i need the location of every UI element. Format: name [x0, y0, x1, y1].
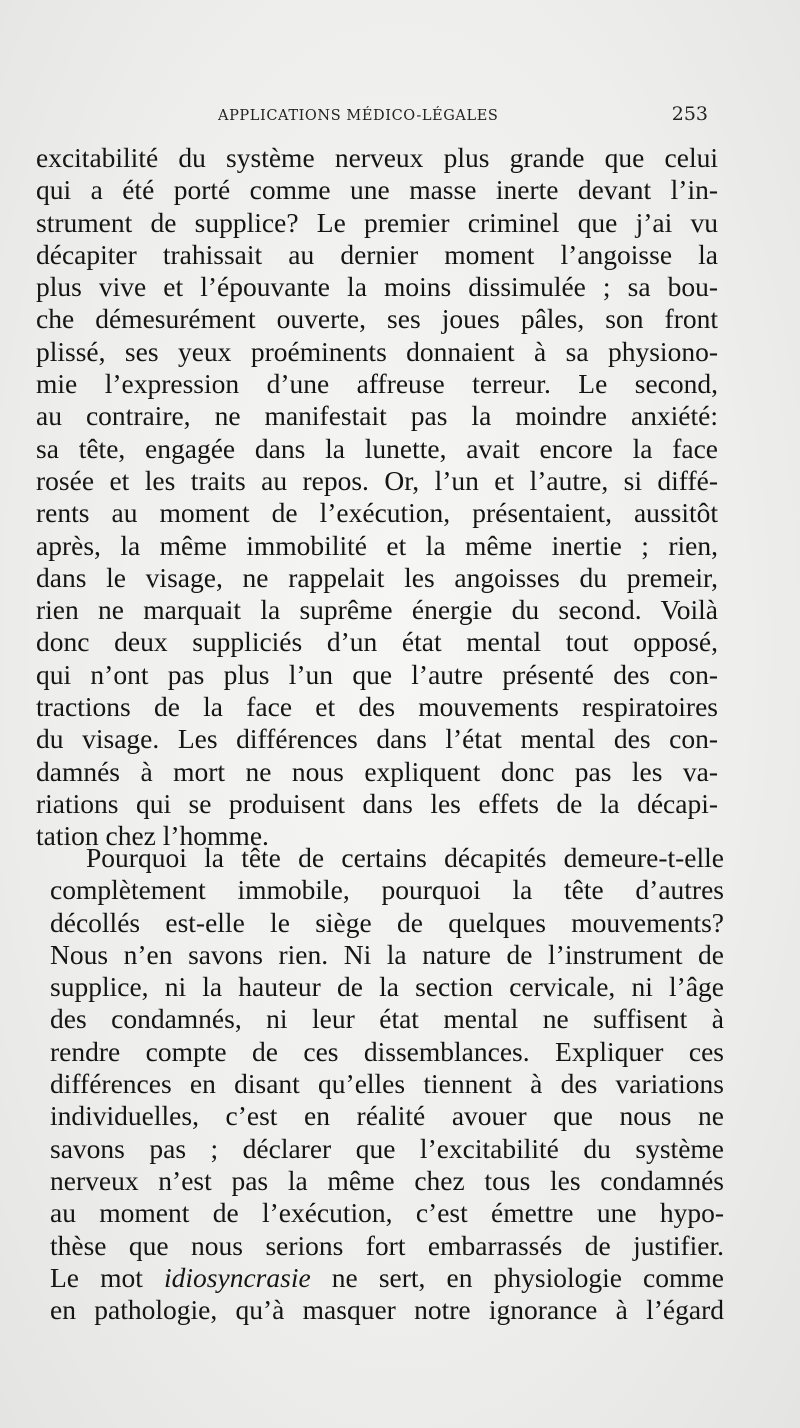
text-line: après, la même immobilité et la même inertie ; rien,	[36, 529, 718, 561]
text-line: thèse que nous serions fort embarrassés de justifier.	[50, 1229, 724, 1261]
text-line: en pathologie, qu’à masquer notre ignorance à l’égard	[50, 1294, 724, 1326]
page-number: 253	[671, 103, 708, 125]
text-line: dans le visage, ne rappelait les angoisses du premeir,	[36, 561, 718, 593]
text-line: au contraire, ne manifestait pas la moindre anxiété:	[36, 400, 718, 432]
text-line: des condamnés, ni leur état mental ne suffisent à	[50, 1003, 724, 1035]
running-head-title: APPLICATIONS MÉDICO-LÉGALES	[218, 108, 499, 124]
text-line: décollés est-elle le siège de quelques mouvements?	[50, 906, 724, 938]
text-line: sa tête, engagée dans la lunette, avait encore la face	[36, 432, 718, 464]
text-line: différences en disant qu’elles tiennent à des variations	[50, 1068, 724, 1100]
text-line: du visage. Les différences dans l’état mental des con-	[36, 723, 718, 755]
text-line: individuelles, c’est en réalité avouer que nous ne	[50, 1100, 724, 1132]
text-line: excitabilité du système nerveux plus grande que celui	[36, 142, 718, 173]
paragraph-2	[50, 842, 724, 1326]
text-segment: Le mot	[50, 1261, 165, 1293]
text-line: tractions de la face et des mouvements respiratoires	[36, 691, 718, 723]
italic-term: idiosyncrasie	[164, 1261, 311, 1293]
text-line: Pourquoi la tête de certains décapités demeure-t-elle	[86, 842, 724, 873]
text-line: riations qui se produisent dans les effets de la décapi-	[36, 787, 718, 819]
text-line: complètement immobile, pourquoi la tête d’autres	[50, 874, 724, 906]
text-line: au moment de l’exécution, c’est émettre une hypo-	[50, 1197, 724, 1229]
text-line: décapiter trahissait au dernier moment l’angoisse la	[36, 238, 718, 270]
text-line: rien ne marquait la suprême énergie du second. Voilà	[36, 594, 718, 626]
text-line-with-italic	[50, 1262, 724, 1294]
text-segment: ne sert, en physiologie comme	[310, 1261, 724, 1293]
text-line: damnés à mort ne nous expliquent donc pas les va-	[36, 755, 718, 787]
text-line: strument de supplice? Le premier criminel que j’ai vu	[36, 206, 718, 238]
text-line: nerveux n’est pas la même chez tous les condamnés	[50, 1164, 724, 1196]
text-line: mie l’expression d’une affreuse terreur. Le second,	[36, 368, 718, 400]
text-line: Nous n’en savons rien. Ni la nature de l’instrument de	[50, 938, 724, 970]
text-line: che démesurément ouverte, ses joues pâles, son front	[36, 303, 718, 335]
text-line: supplice, ni la hauteur de la section cervicale, ni l’âge	[50, 971, 724, 1003]
text-line: rosée et les traits au repos. Or, l’un et l’autre, si diffé-	[36, 464, 718, 496]
running-head	[218, 103, 708, 127]
text-line: tation chez l’homme.	[36, 820, 269, 852]
paragraph-1	[36, 142, 718, 853]
text-line: rents au moment de l’exécution, présentaient, aussitôt	[36, 497, 718, 529]
text-line: qui n’ont pas plus l’un que l’autre présenté des con-	[36, 658, 718, 690]
text-line: qui a été porté comme une masse inerte devant l’in-	[36, 174, 718, 206]
text-line: plissé, ses yeux proéminents donnaient à sa physiono-	[36, 335, 718, 367]
text-line: rendre compte de ces dissemblances. Expliquer ces	[50, 1035, 724, 1067]
text-line: savons pas ; déclarer que l’excitabilité du système	[50, 1132, 724, 1164]
text-line: plus vive et l’épouvante la moins dissimulée ; sa bou-	[36, 271, 718, 303]
text-line: donc deux suppliciés d’un état mental tout opposé,	[36, 626, 718, 658]
